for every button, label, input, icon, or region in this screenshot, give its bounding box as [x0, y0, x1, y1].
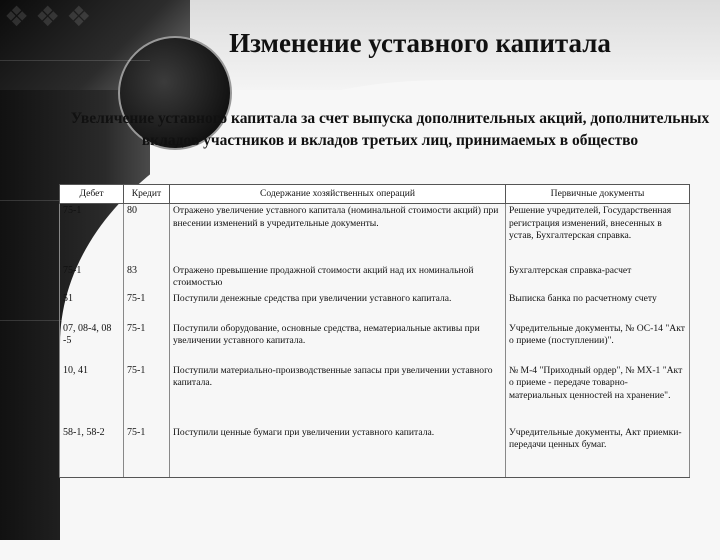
cell-documents: № М-4 "Приходный ордер", № МХ-1 "Акт о приеме - передаче товарно-материальных ценностей на хранение".	[506, 364, 690, 426]
cell-documents: Бухгалтерская справка-расчет	[506, 264, 690, 292]
cell-content: Отражено увеличение уставного капитала (номинальной стоимости акций) при внесении изменений в учредительные документы.	[170, 204, 506, 264]
cell-content: Поступили оборудование, основные средства, нематериальные активы при увеличении уставного капитала.	[170, 322, 506, 364]
table-row	[60, 292, 690, 322]
cell-debit: 75-1	[60, 264, 124, 292]
table-row	[60, 364, 690, 426]
cell-credit: 83	[124, 264, 170, 292]
cell-documents: Выписка банка по расчетному счету	[506, 292, 690, 322]
cell-credit: 75-1	[124, 292, 170, 322]
cell-debit: 10, 41	[60, 364, 124, 426]
cell-content: Поступили ценные бумаги при увеличении уставного капитала.	[170, 426, 506, 478]
cell-content: Поступили материально-производственные запасы при увеличении уставного капитала.	[170, 364, 506, 426]
header-credit: Кредит	[124, 185, 170, 204]
table-header-row	[60, 185, 690, 204]
cell-content: Поступили денежные средства при увеличении уставного капитала.	[170, 292, 506, 322]
cell-documents: Решение учредителей, Государственная регистрация изменений, внесенных в устав, Бухгалтерская справка.	[506, 204, 690, 264]
cell-documents: Учредительные документы, Акт приемки-передачи ценных бумаг.	[506, 426, 690, 478]
cell-credit: 80	[124, 204, 170, 264]
decorative-glyphs: ❖❖❖	[4, 0, 98, 33]
decorative-line	[0, 60, 150, 61]
slide-title: Изменение уставного капитала	[229, 28, 611, 58]
table-row	[60, 204, 690, 264]
cell-debit: 58-1, 58-2	[60, 426, 124, 478]
table-row	[60, 426, 690, 478]
header-documents: Первичные документы	[506, 185, 690, 204]
cell-debit: 51	[60, 292, 124, 322]
table-row	[60, 322, 690, 364]
cell-content: Отражено превышение продажной стоимости акций над их номинальной стоимостью	[170, 264, 506, 292]
cell-documents: Учредительные документы, № ОС-14 "Акт о приеме (поступлении)".	[506, 322, 690, 364]
cell-credit: 75-1	[124, 364, 170, 426]
header-content: Содержание хозяйственных операций	[170, 185, 506, 204]
cell-credit: 75-1	[124, 426, 170, 478]
cell-debit: 75-1	[60, 204, 124, 264]
slide-subtitle: Увеличение уставного капитала за счет выпуска дополнительных акций, дополнительных вкладов участников и вкладов третьих лиц, принимаемых в общество	[70, 110, 710, 149]
cell-credit: 75-1	[124, 322, 170, 364]
header-debit: Дебет	[60, 185, 124, 204]
table-row	[60, 264, 690, 292]
operations-table	[59, 184, 690, 478]
cell-debit: 07, 08-4, 08 -5	[60, 322, 124, 364]
